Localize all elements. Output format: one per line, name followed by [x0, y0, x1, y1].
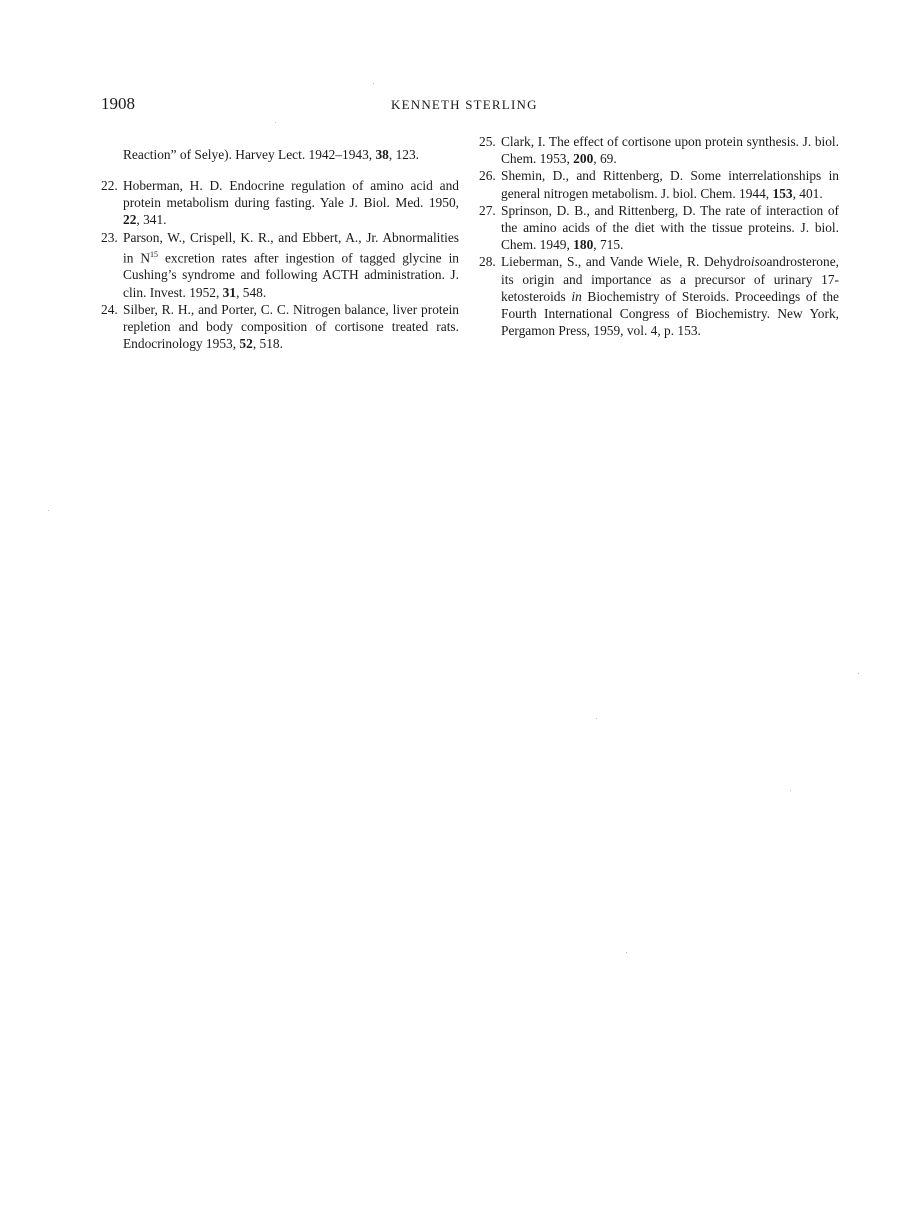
ref-text: , 69.	[593, 151, 617, 167]
ref-volume: 180	[573, 237, 594, 253]
ref-volume: 38	[375, 147, 389, 163]
page-number: 1908	[101, 94, 135, 113]
reference-number: 22.	[101, 177, 118, 193]
reference-28	[479, 253, 839, 339]
reference-27	[479, 202, 839, 254]
ref-text: Clark, I. The effect of cortisone upon protein synthesis. J. biol. Chem. 1953,	[501, 134, 839, 167]
ref-text: Hoberman, H. D. Endocrine regulation of amino acid and protein metabolism during fasting. Yale J. Biol. Med. 1950,	[123, 177, 459, 211]
ref-italic: iso	[750, 254, 767, 270]
reference-number: 25.	[479, 134, 496, 149]
ref-text: Shemin, D., and Rittenberg, D. Some interrelationships in general nitrogen metabolism. J. biol. Chem. 1944,	[501, 168, 839, 201]
running-head: KENNETH STERLING	[391, 97, 538, 112]
ref-volume: 22	[123, 212, 137, 228]
scan-speck	[48, 510, 49, 511]
reference-number: 24.	[101, 301, 118, 317]
ref-text: , 715.	[593, 237, 624, 253]
reference-25	[479, 133, 839, 167]
reference-21-continuation	[101, 146, 459, 163]
ref-volume: 52	[239, 336, 253, 352]
reference-number: 28.	[479, 254, 496, 270]
scan-speck	[790, 790, 791, 791]
ref-volume: 153	[772, 185, 793, 201]
ref-text: Biochemistry of Steroids. Proceedings of the Fourth International Congress of Biochemistry. New York, Pergamon Press, 1959, vol. 4, p. 153.	[501, 288, 839, 339]
reference-number: 27.	[479, 202, 496, 218]
ref-text: excretion rates after ingestion of tagged glycine in Cushing’s syndrome and following ACTH administration. J. clin. Invest. 1952,	[123, 250, 459, 300]
scan-speck	[858, 673, 859, 674]
ref-volume: 31	[222, 284, 237, 300]
ref-text: , 518.	[252, 336, 283, 352]
ref-text: , 123.	[388, 147, 420, 163]
ref-text: Lieberman, S., and Vande Wiele, R. Dehydro	[501, 254, 751, 270]
isotope-superscript: 15	[150, 249, 159, 259]
scan-speck	[373, 83, 374, 84]
page-header	[101, 94, 801, 114]
ref-text: Reaction” of Selye). Harvey Lect. 1942–1943,	[123, 147, 376, 163]
ref-text: Parson, W., Crispell, K. R., and Ebbert, A., Jr. Abnormalities in N	[123, 229, 459, 266]
ref-text: , 548.	[236, 284, 267, 300]
scan-speck	[596, 718, 597, 719]
reference-23	[101, 229, 459, 301]
reference-number: 23.	[101, 229, 118, 245]
ref-text: , 401.	[792, 185, 823, 201]
ref-text: Silber, R. H., and Porter, C. C. Nitrogen balance, liver protein repletion and body composition of cortisone treated rats. Endocrinology 1953,	[123, 301, 459, 352]
ref-italic: in	[571, 288, 582, 304]
reference-24	[101, 301, 459, 353]
reference-number: 26.	[479, 168, 496, 184]
scan-speck	[626, 952, 627, 953]
ref-text: , 341.	[136, 212, 167, 228]
ref-volume: 200	[573, 151, 594, 167]
reference-22	[101, 177, 459, 229]
reference-26	[479, 167, 839, 201]
right-column	[479, 133, 839, 339]
ref-text: androsterone, its origin and importance as a precursor of urinary 17-ketosteroids	[501, 254, 839, 304]
ref-text: Sprinson, D. B., and Rittenberg, D. The rate of interaction of the amino acids of the diet with the tissue proteins. J. biol. Chem. 1949,	[501, 202, 839, 253]
left-column	[101, 133, 459, 352]
scan-speck	[275, 122, 276, 123]
